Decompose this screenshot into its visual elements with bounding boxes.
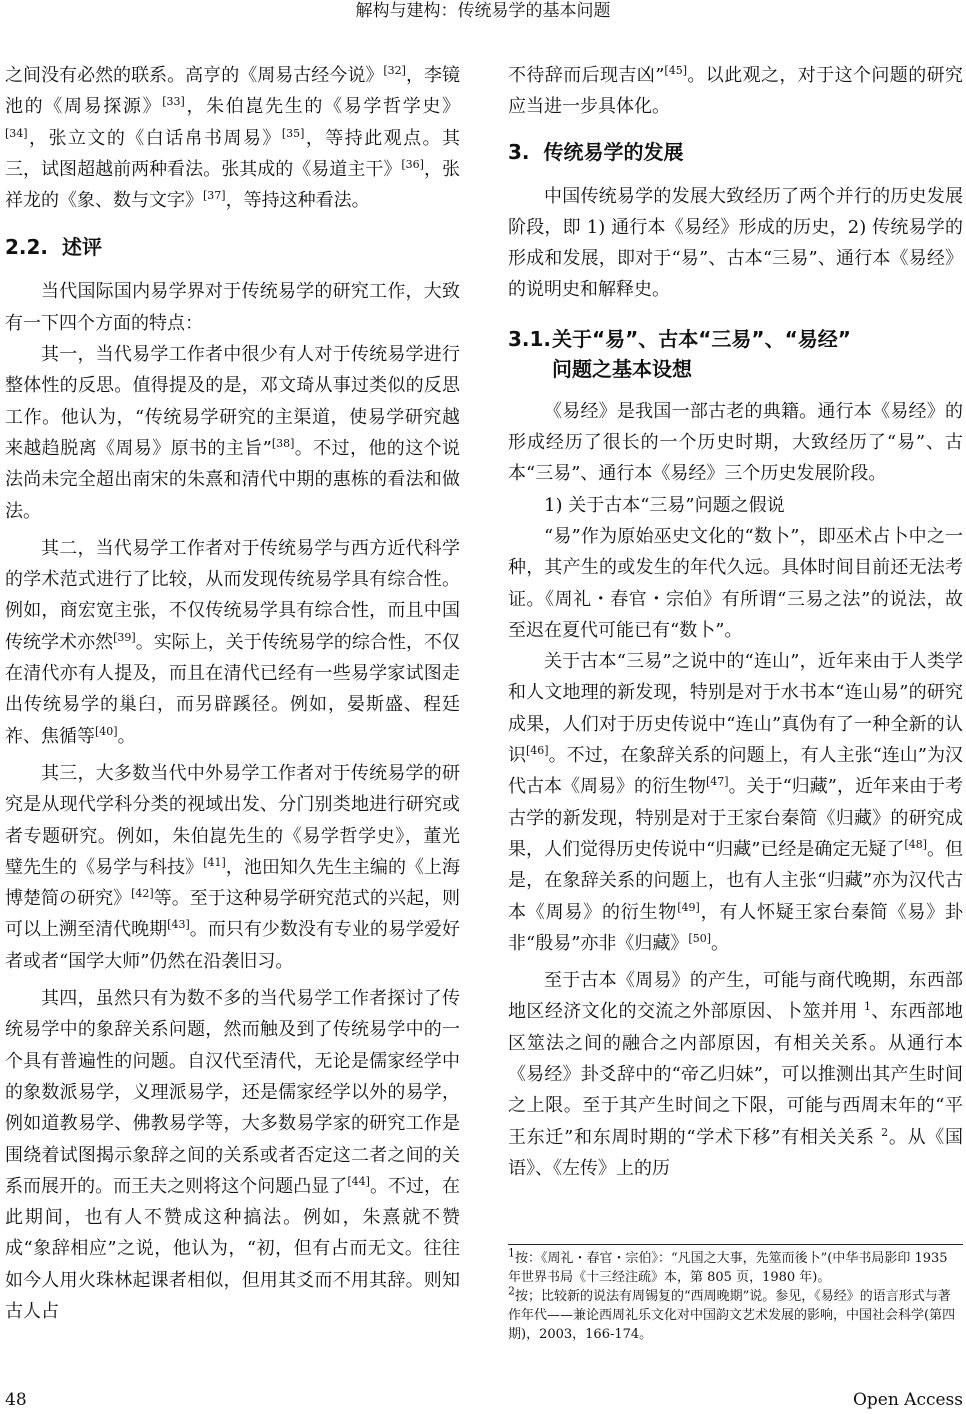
running-title: 解构与建构：传统易学的基本问题 — [355, 1, 611, 21]
publisher-label: Open Access — [852, 1390, 963, 1410]
left-column — [5, 60, 460, 1327]
text: 。 — [117, 725, 136, 747]
text: 其三，大多数当代中外易学工作者对于传统易学的研究是从现代学科分类的视域出发、分门别类地进行研究或者专题研究。例如，朱伯崑先生的《易学哲学史》，董光璧先生的《易学与科技》 — [5, 762, 460, 878]
text: 。不过，他的这个说法尚未完全超出南宋的朱熹和清代中期的惠栋的看法和做法。 — [5, 437, 461, 522]
citation-ref[interactable]: [49] — [677, 900, 700, 914]
section-title-line-1: 关于“易”、古本“三易”、“易经” — [552, 326, 851, 351]
citation-ref[interactable]: [32] — [383, 64, 406, 77]
page-number: 48 — [5, 1390, 27, 1410]
citation-ref[interactable]: [44] — [347, 1174, 370, 1188]
text: ，李镜池的《周易探源》 — [5, 65, 461, 118]
text: 。但是，在象辞关系的问题上，也有人主张“归藏”亦为汉代古本《周易》的衍生物 — [508, 838, 963, 923]
text: 。 — [711, 932, 729, 954]
text: 。关于“归藏”，近年来由于考古学的新发现，特别是对于王家台秦简《归藏》的研究成果，人们觉得历史传说中“归藏”已经是确定无疑了 — [508, 776, 963, 860]
paragraph — [5, 60, 460, 216]
footnotes — [508, 1244, 963, 1344]
text: 。从《国语》、《左传》上的历 — [508, 1126, 964, 1179]
citation-ref[interactable]: [41] — [203, 855, 226, 869]
citation-ref[interactable]: [48] — [904, 837, 927, 851]
text: ，等持此观点。其三，试图超越前两种看法。张其成的《易道主干》 — [5, 127, 461, 180]
text: 。以此观之，对于这个问题的研究应当进一步具体化。 — [508, 65, 964, 118]
text: 之间没有必然的联系。高亨的《周易古经今说》 — [5, 65, 384, 86]
citation-ref[interactable]: [50] — [688, 931, 711, 945]
text: ，张立文的《白话帛书周易》 — [27, 127, 282, 149]
section-heading-2-2 — [5, 232, 460, 262]
text: 其四，虽然只有为数不多的当代易学工作者探讨了传统易学中的象辞关系问题，然而触及到了传统易学中的一个具有普遍性的问题。自汉代至清代，无论是儒家经学中的象数派易学，义理派易学，还是儒家经学以外的易学，例如道教易学、佛教易学等，大多数易学家的研究工作是围绕着试图揭示象辞之间的关系或者否定这二者之间的关系而展开的。而王夫之则将这个问题凸显了 — [5, 988, 460, 1197]
section-title-line-2: 问题之基本设想 — [552, 356, 692, 381]
citation-ref[interactable]: [39] — [113, 630, 136, 644]
section-heading-3-1 — [508, 324, 963, 384]
text: 中国传统易学的发展大致经历了两个并行的历史发展阶段，即 1) 通行本《易经》形成的历史，2) 传统易学的形成和发展，即对于“易”、古本“三易”、通行本《易经》的说明史和解释史。 — [508, 185, 963, 301]
text: 。不过，在此期间，也有人不赞成这种搞法。例如，朱熹就不赞成“象辞相应”之说，他认为，“初，但有占而无文。往往如今人用火珠林起课者相似，但用其爻而不用其辞。则知古人占 — [5, 1175, 461, 1322]
text: 1) 关于古本“三易”问题之假说 — [544, 494, 785, 516]
text: ，池田知久先生主编的《上海博楚简の研究》 — [5, 856, 460, 910]
paragraph — [508, 181, 963, 306]
text: 其二，当代易学工作者对于传统易学与西方近代科学的学术范式进行了比较，从而发现传统易学具有综合性。例如，商宏宽主张，不仅传统易学具有综合性，而且中国传统学术亦然 — [5, 537, 460, 653]
paragraph — [508, 521, 963, 646]
footnote-text: 按；比较新的说法有周锡复的“西周晚期”说。参见，《易经》的语言形式与著作年代——兼论西周礼乐文化对中国韵文艺术发展的影响，中国社会科学(第四期)，2003，166-174。 — [508, 1289, 956, 1342]
text: 、东西部地区筮法之间的融合之内部原因，有相关关系。从通行本《易经》卦爻辞中的“帝乙归妹”，可以推测出其产生时间之上限。至于其产生时间之下限，可能与西周末年的“平王东迁”和东周时期的“学术下移”有相关关系 — [508, 1001, 963, 1148]
subsection-label — [508, 490, 963, 521]
section-title: 传统易学的发展 — [543, 139, 684, 164]
paragraph — [5, 339, 460, 527]
paragraph — [5, 276, 460, 339]
citation-ref[interactable]: [38] — [271, 436, 295, 450]
right-column — [508, 60, 963, 1184]
text: 《易经》是我国一部古老的典籍。通行本《易经》的形成经历了很长的一个历史时期，大致经历了“易”、古本“三易”、通行本《易经》三个历史发展阶段。 — [508, 400, 963, 485]
text: 。实际上，关于传统易学的综合性，不仅在清代亦有人提及，而且在清代已经有一些易学家试图走出传统易学的巢臼，而另辟蹊径。例如，晏斯盛、程廷祚、焦循等 — [5, 631, 461, 747]
footnote-mark: 2 — [508, 1284, 515, 1298]
footnote — [508, 1284, 963, 1344]
section-number: 3.1. — [508, 326, 552, 351]
text: “易”作为原始巫史文化的“数卜”，即巫术占卜中之一种，其产生的或发生的年代久远。具体时间目前还无法考证。《周礼・春官・宗伯》有所谓“三易之法”的说法，故至迟在夏代可能已有“数卜”。 — [508, 525, 963, 641]
text: 。而只有少数没有专业的易学爱好者或者“国学大师”仍然在沿袭旧习。 — [5, 919, 461, 972]
paragraph — [508, 646, 963, 959]
citation-ref[interactable]: [46] — [526, 744, 549, 758]
footnote-text: 按：《周礼・春官・宗伯》：“凡国之大事，先筮而後卜”(中华书局影印 1935 年世界书局《十三经注疏》本，第 805 页，1980 年)。 — [508, 1251, 948, 1285]
paragraph — [5, 533, 460, 752]
paragraph — [508, 965, 963, 1184]
text: 。不过，在象辞关系的问题上，有人主张“连山”为汉代古本《周易》的衍生物 — [508, 745, 963, 798]
section-number: 2.2. — [5, 235, 49, 260]
text: 不待辞而后现吉凶” — [508, 65, 665, 86]
text: ，张祥龙的《象、数与文字》 — [5, 158, 461, 212]
citation-ref[interactable]: [42] — [131, 887, 154, 901]
text: ，有人怀疑王家台秦简《易》卦非“殷易”亦非《归藏》 — [508, 901, 963, 954]
text: 其一，当代易学工作者中很少有人对于传统易学进行整体性的反思。值得提及的是，邓文琦从事过类似的反思工作。他认为，“传统易学研究的主渠道，使易学研究越来越趋脱离《周易》原书的主旨” — [5, 344, 460, 459]
citation-ref[interactable]: [36] — [401, 157, 424, 171]
paragraph — [5, 983, 460, 1327]
paragraph — [5, 758, 460, 977]
citation-ref[interactable]: [34] — [5, 126, 28, 140]
text: 关于古本“三易”之说中的“连山”，近年来由于人类学和人文地理的新发现，特别是对于水书本“连山易”的研究成果，人们对于历史传说中“连山”真伪有了一种全新的认识 — [508, 651, 963, 767]
citation-ref[interactable]: [43] — [167, 918, 190, 932]
footnote-ref[interactable]: 2 — [881, 1125, 889, 1139]
footnote — [508, 1246, 963, 1287]
citation-ref[interactable]: [47] — [706, 775, 729, 789]
text: 至于古本《周易》的产生，可能与商代晚期，东西部地区经济文化的交流之外部原因、卜筮并用 — [508, 970, 963, 1023]
citation-ref[interactable]: [33] — [162, 95, 185, 109]
text: ，等持这种看法。 — [225, 190, 370, 212]
section-number: 3. — [508, 139, 530, 164]
footnote-mark: 1 — [508, 1246, 515, 1260]
section-heading-3 — [508, 137, 963, 167]
citation-ref[interactable]: [37] — [203, 189, 226, 203]
text: ，朱伯崑先生的《易学哲学史》 — [184, 96, 461, 118]
paragraph — [508, 396, 963, 490]
text: 当代国际国内易学界对于传统易学的研究工作，大致有一下四个方面的特点： — [5, 281, 460, 334]
footnote-ref[interactable]: 1 — [863, 1000, 871, 1014]
text: 等。至于这种易学研究范式的兴起，则可以上溯至清代晚期 — [5, 888, 461, 941]
citation-ref[interactable]: [45] — [664, 64, 687, 77]
section-title: 述评 — [61, 235, 102, 260]
paragraph — [508, 60, 963, 123]
citation-ref[interactable]: [35] — [281, 126, 305, 140]
citation-ref[interactable]: [40] — [95, 724, 118, 738]
